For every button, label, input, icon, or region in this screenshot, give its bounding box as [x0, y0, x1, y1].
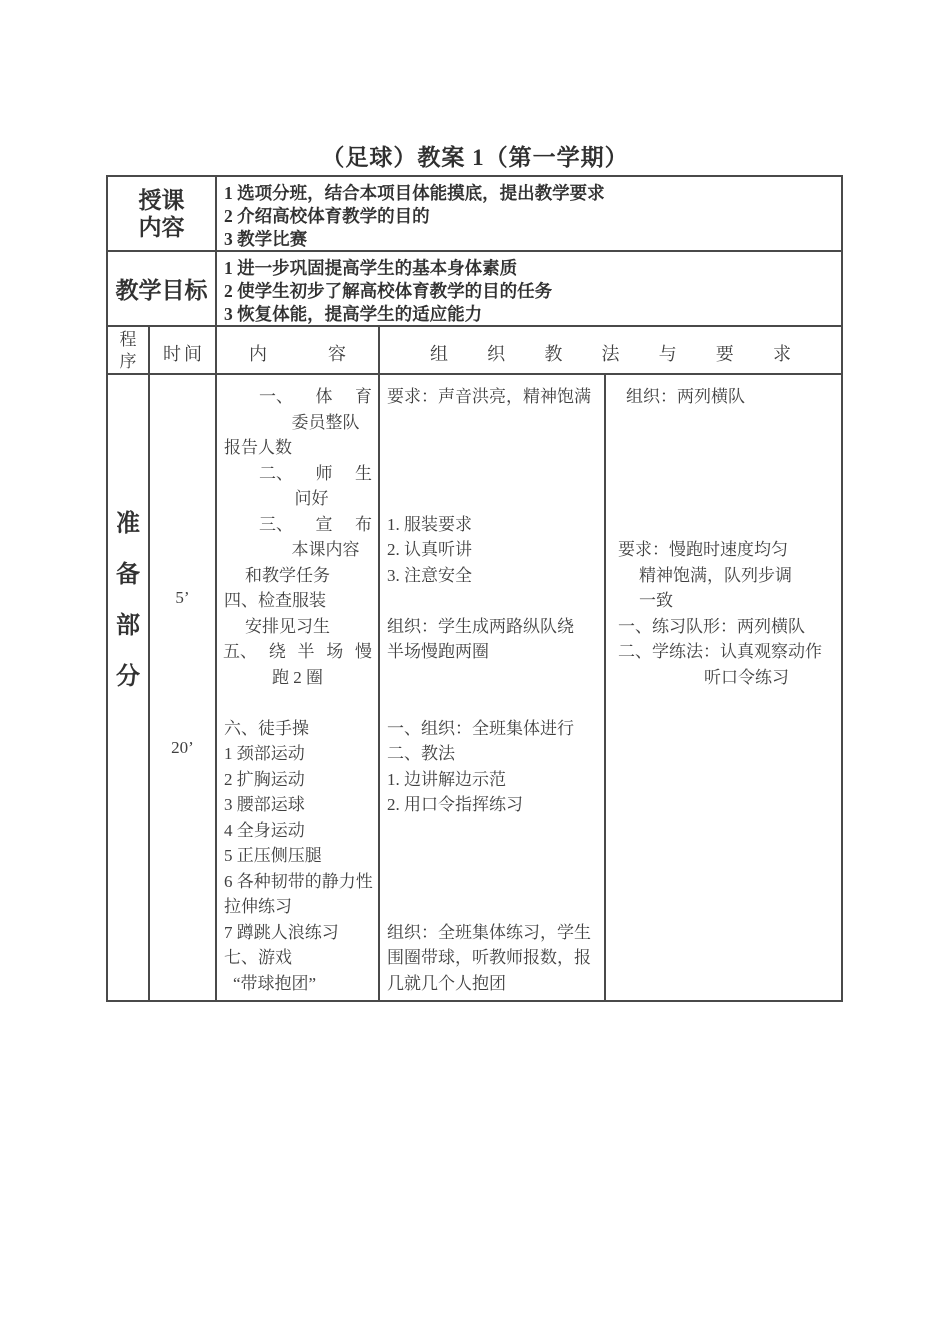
text-line: 部: [116, 613, 140, 639]
lesson-plan-table: [106, 175, 843, 1002]
text-line: [606, 410, 841, 436]
row-column-headers: [108, 325, 841, 373]
row-preparation-part: [108, 373, 841, 1000]
text-segment: 三、: [259, 514, 293, 534]
text-segment: 教: [544, 344, 563, 364]
text-segment: 求: [772, 344, 791, 364]
procedure-label-vertical: [108, 499, 148, 703]
text-segment: 体: [315, 387, 333, 406]
text-segment: 法: [601, 344, 620, 364]
text-line: 精神饱满，队列步调: [639, 565, 792, 585]
text-line: 一、练习队形：两列横队: [618, 616, 805, 636]
text-line: 委员整队: [291, 412, 360, 432]
text-line: 2 使学生初步了解高校体育教学的目的任务: [224, 281, 553, 301]
text-line: 3. 注意安全: [387, 565, 472, 585]
header-procedure-cell: [108, 327, 148, 373]
text-line: 序: [119, 352, 137, 371]
text-line: 6 各种韧带的静力性: [224, 871, 373, 891]
text-line: [380, 461, 604, 487]
text-line: [380, 588, 604, 614]
methods-right-cell: [604, 375, 841, 1000]
text-line: 围圈带球，听教师报数，报: [387, 948, 591, 967]
text-line: 一、组织：全班集体进行: [387, 718, 574, 738]
text-line: 7 蹲跳人浪练习: [224, 922, 339, 942]
text-segment: 生: [355, 463, 372, 483]
page-title: （足球）教案 1（第一学期）: [321, 145, 629, 170]
text-line: [380, 486, 604, 512]
text-line: 程: [119, 330, 137, 349]
text-line: 1 选项分班，结合本项目体能摸底，提出教学要求: [224, 183, 605, 203]
teaching-content-text-cell: [215, 177, 841, 250]
text-line: 半场慢跑两圈: [387, 642, 489, 661]
text-segment: 组: [430, 344, 448, 364]
text-line: 问好: [294, 489, 329, 508]
text-line: [606, 512, 841, 538]
header-procedure: [108, 327, 148, 373]
text-segment: 二、: [259, 463, 293, 483]
text-segment: 育: [355, 387, 372, 406]
text-segment: 一、: [259, 387, 293, 406]
text-segment: 半: [297, 642, 315, 661]
text-segment: 宣: [315, 514, 333, 534]
text-line: [606, 486, 841, 512]
text-segment: 间: [184, 344, 202, 364]
text-line: [217, 690, 378, 716]
text-line: [606, 435, 841, 461]
text-line: 4 全身运动: [224, 820, 305, 840]
teaching-goals-label-cell: [108, 252, 215, 325]
text-line: 听口令练习: [704, 667, 789, 687]
text-line: [380, 410, 604, 436]
text-segment: 布: [355, 514, 372, 534]
text-line: 安排见习生: [245, 616, 330, 636]
text-line: [380, 435, 604, 461]
header-content: [217, 340, 378, 366]
text-line: [217, 461, 378, 487]
text-line: 拉伸练习: [224, 897, 292, 916]
text-line: 四、检查服装: [224, 591, 326, 610]
text-line: 2 介绍高校体育教学的目的: [224, 206, 430, 226]
content-cell: [215, 375, 378, 1000]
procedure-cell: [108, 375, 148, 1000]
text-line: 1 进一步巩固提高学生的基本身体素质: [224, 258, 518, 278]
text-line: 七、游戏: [224, 948, 292, 967]
text-segment: 内: [249, 344, 267, 364]
text-segment: 织: [487, 344, 506, 364]
time-value-2: 20’: [171, 738, 194, 757]
text-segment: 场: [326, 642, 344, 661]
text-line: 准: [116, 511, 140, 537]
text-line: 和教学任务: [245, 565, 330, 585]
text-line: 要求：慢跑时速度均匀: [618, 540, 788, 559]
text-line: [606, 461, 841, 487]
time-cell: [148, 375, 215, 1000]
text-line: [217, 639, 378, 665]
text-line: 六、徒手操: [224, 718, 309, 738]
text-segment: 要: [715, 344, 734, 364]
text-segment: 师: [315, 463, 333, 483]
teaching-content-label-cell: [108, 177, 215, 250]
text-line: 组织：两列横队: [626, 387, 745, 406]
teaching-goals-label: 教学目标: [115, 278, 208, 303]
text-line: 组织：全班集体练习，学生: [387, 922, 591, 942]
text-line: 1. 服装要求: [387, 514, 472, 534]
text-line: 5 正压侧压腿: [224, 846, 322, 865]
header-time: [150, 340, 215, 366]
text-line: [380, 869, 604, 895]
text-line: [380, 665, 604, 691]
time-value-1: 5’: [175, 588, 190, 607]
text-line: 授课: [138, 187, 185, 213]
text-line: 内容: [138, 214, 185, 240]
text-line: 1 颈部运动: [224, 744, 305, 763]
text-segment: 慢: [355, 642, 372, 661]
text-line: [217, 384, 378, 410]
text-line: [380, 690, 604, 716]
text-segment: 五、: [223, 642, 257, 661]
text-line: 2. 用口令指挥练习: [387, 795, 523, 814]
text-line: 一致: [639, 591, 673, 610]
text-line: 几就几个人抱团: [387, 973, 506, 993]
text-line: 3 腰部运球: [224, 795, 305, 814]
text-segment: 时: [163, 344, 181, 364]
text-line: 2 扩胸运动: [224, 769, 305, 789]
text-segment: 与: [658, 344, 677, 364]
text-line: 二、教法: [387, 744, 455, 763]
text-line: “带球抱团”: [233, 973, 317, 993]
text-line: [217, 512, 378, 538]
header-content-cell: [215, 327, 378, 373]
text-line: 2. 认真听讲: [387, 540, 472, 559]
text-line: 备: [116, 562, 140, 588]
text-line: 要求：声音洪亮，精神饱满: [387, 387, 591, 406]
text-line: 分: [116, 664, 140, 690]
text-line: [380, 894, 604, 920]
header-methods: [380, 340, 841, 366]
teaching-goals-text-cell: [215, 252, 841, 325]
header-methods-cell: [378, 327, 841, 373]
text-line: 组织：学生成两路纵队绕: [387, 616, 574, 636]
header-time-cell: [148, 327, 215, 373]
text-line: 报告人数: [224, 438, 292, 457]
text-line: 1. 边讲解边示范: [387, 769, 506, 789]
text-line: 二、学练法：认真观察动作: [618, 642, 822, 661]
text-line: 本课内容: [291, 540, 360, 559]
teaching-content-label: [108, 187, 215, 241]
text-line: 跑 2 圈: [272, 667, 323, 687]
text-line: 3 恢复体能，提高学生的适应能力: [224, 304, 483, 324]
text-line: 3 教学比赛: [224, 229, 308, 249]
text-segment: 绕: [268, 642, 286, 661]
methods-left-cell: [378, 375, 604, 1000]
text-line: [380, 843, 604, 869]
text-segment: 容: [328, 344, 346, 364]
row-teaching-content: [108, 177, 841, 250]
text-line: [380, 818, 604, 844]
row-teaching-goals: [108, 250, 841, 325]
